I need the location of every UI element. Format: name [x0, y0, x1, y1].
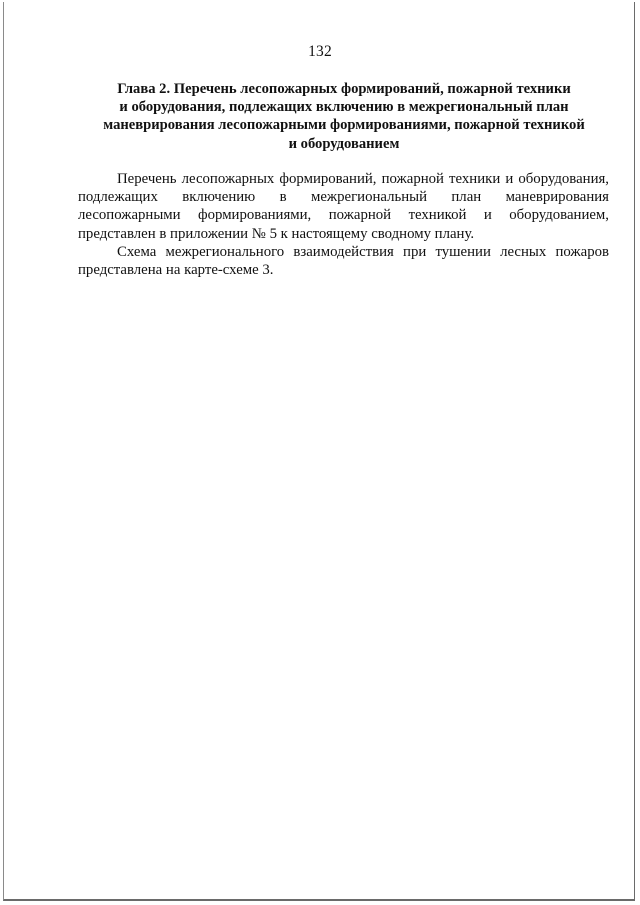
chapter-title-line: и оборудования, подлежащих включению в межрегиональный план: [119, 99, 569, 116]
paragraph-line: лесопожарными формированиями, пожарной техникой и оборудованием,: [78, 207, 609, 224]
chapter-title-line: Глава 2. Перечень лесопожарных формирований, пожарной техники: [117, 81, 571, 97]
paragraph-line: подлежащих включению в межрегиональный план маневрирования: [78, 189, 609, 206]
chapter-title-line: маневрирования лесопожарными формированиями, пожарной техникой: [103, 117, 585, 134]
paragraph-line: Схема межрегионального взаимодействия при тушении лесных пожаров: [117, 243, 609, 260]
chapter-title: [78, 80, 610, 153]
paragraph-line: представлена на карте-схеме 3.: [78, 262, 274, 279]
paragraph-2: [78, 243, 609, 279]
body-text: [78, 170, 609, 279]
page-number: 132: [308, 43, 332, 60]
paragraph-line: представлен в приложении № 5 к настоящему сводному плану.: [78, 225, 475, 242]
chapter-title-line: и оборудованием: [288, 135, 400, 152]
paragraph-line: Перечень лесопожарных формирований, пожарной техники и оборудования,: [117, 171, 609, 187]
paragraph-1: [78, 170, 609, 243]
